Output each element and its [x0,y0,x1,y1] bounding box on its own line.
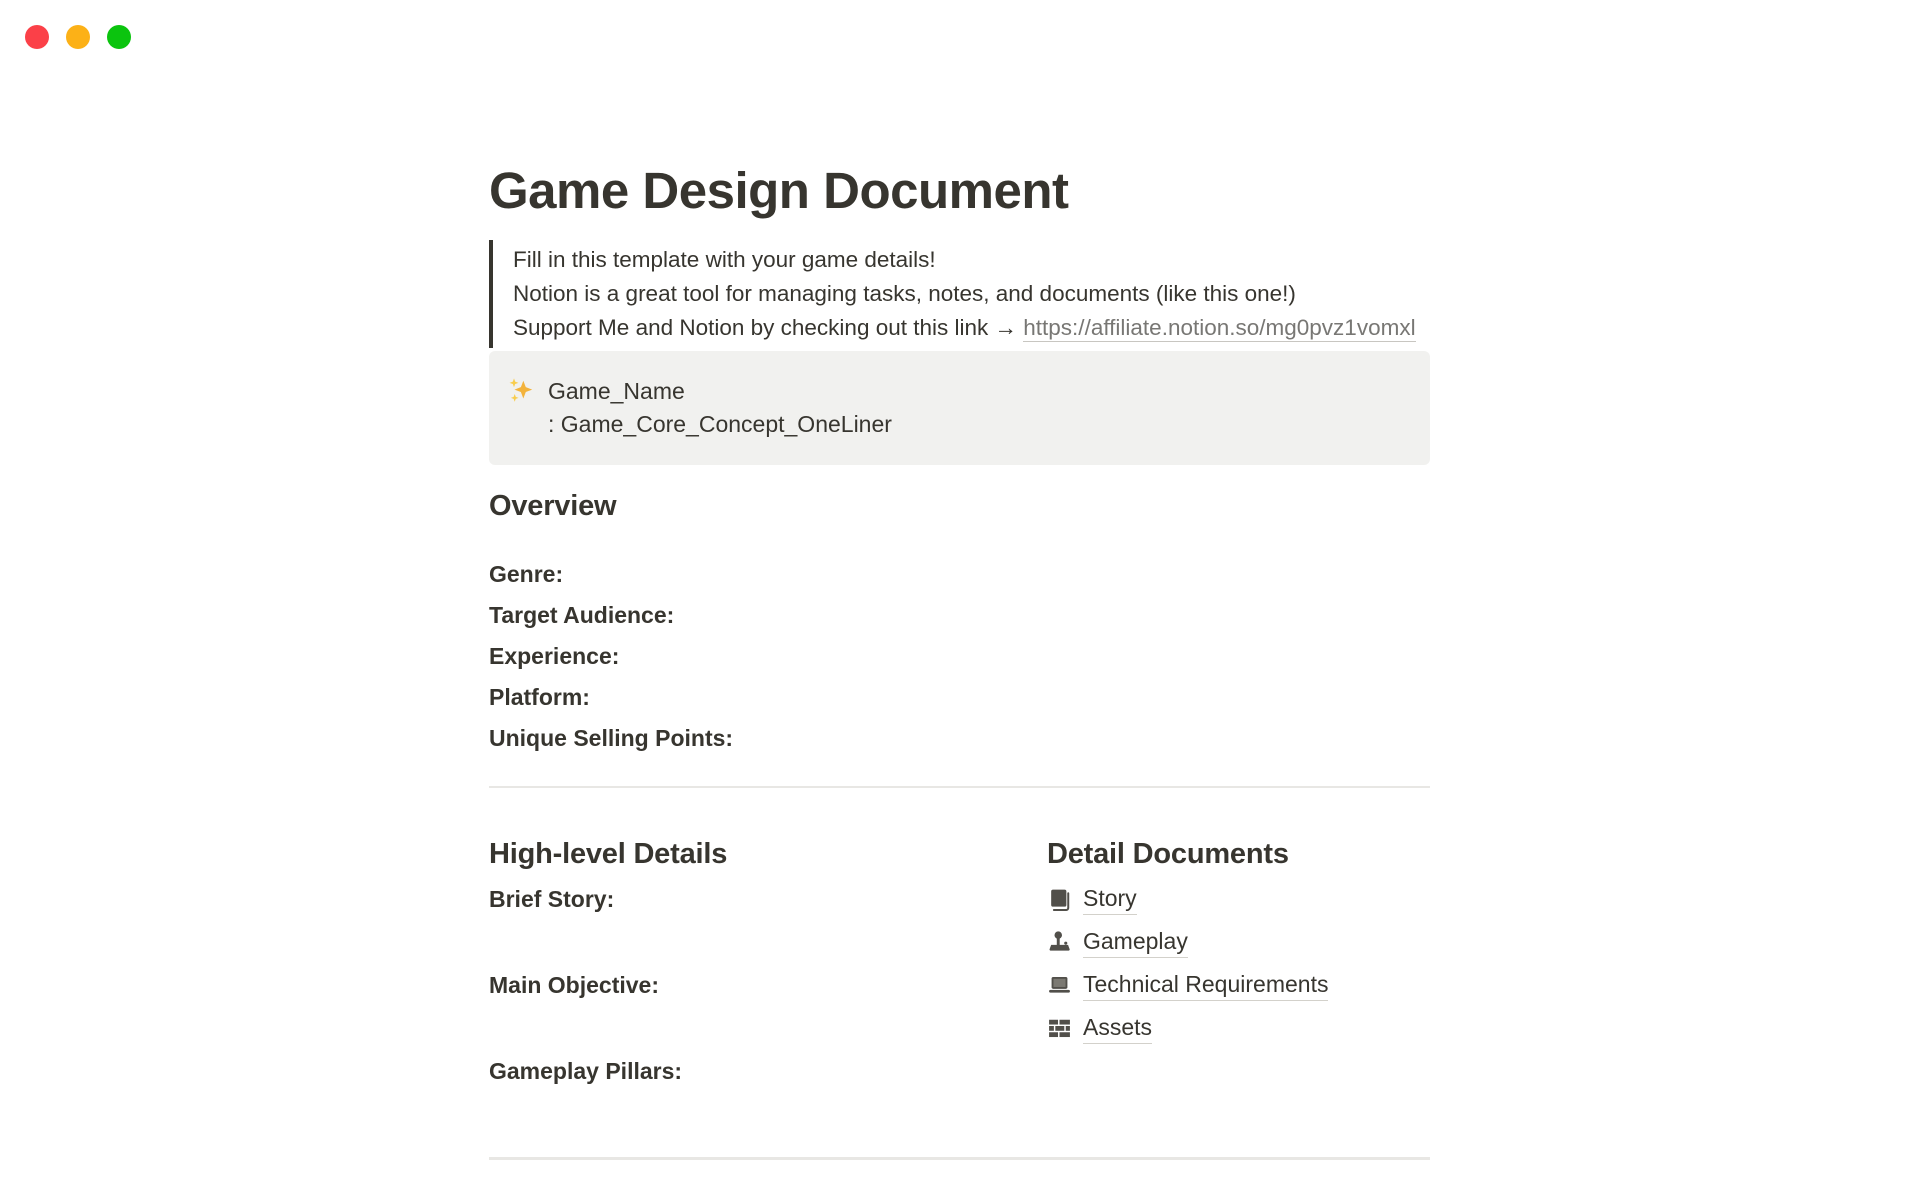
close-button[interactable] [25,25,49,49]
callout-title: Game_Name [548,378,685,404]
page-link-label: Technical Requirements [1083,970,1328,1001]
quote-block [489,240,1430,348]
zoom-button[interactable] [107,25,131,49]
divider [489,1157,1430,1160]
page-title: Game Design Document [489,162,1069,219]
callout-subtitle: : Game_Core_Concept_OneLiner [548,411,892,437]
high-level-details-column [489,835,1009,1089]
field-main-objective: Main Objective: [489,972,659,998]
page-link-label: Assets [1083,1013,1152,1044]
minimize-button[interactable] [66,25,90,49]
page-link-story[interactable] [1047,881,1430,917]
detail-documents-links [1047,881,1430,1046]
high-level-details-heading: High-level Details [489,838,728,870]
overview-fields [489,556,1430,761]
field-brief-story: Brief Story: [489,886,615,912]
book-icon [1047,887,1072,912]
field-target-audience: Target Audience: [489,602,675,628]
callout-text [548,375,892,441]
affiliate-link[interactable]: https://affiliate.notion.so/mg0pvz1vomxl [1023,315,1416,340]
field-platform: Platform: [489,684,590,710]
field-genre: Genre: [489,561,564,587]
quote-line-3 [513,311,1430,345]
laptop-icon [1047,973,1072,998]
quote-line-3-text: Support Me and Notion by checking out this link → [513,315,1024,340]
bricks-icon [1047,1016,1072,1041]
field-gameplay-pillars: Gameplay Pillars: [489,1058,683,1084]
page-link-assets[interactable] [1047,1010,1430,1046]
detail-documents-column [1047,835,1430,1053]
window-controls [25,25,131,49]
page-link-label: Gameplay [1083,927,1188,958]
page-link-technical-requirements[interactable] [1047,967,1430,1003]
page-link-gameplay[interactable] [1047,924,1430,960]
sparkles-icon [507,377,535,405]
callout-block [489,351,1430,465]
joystick-icon [1047,930,1072,955]
quote-line-1: Fill in this template with your game details! [513,247,936,272]
quote-line-2: Notion is a great tool for managing tasks, notes, and documents (like this one!) [513,281,1296,306]
field-unique-selling-points: Unique Selling Points: [489,725,734,751]
field-experience: Experience: [489,643,620,669]
page-link-label: Story [1083,884,1137,915]
overview-heading: Overview [489,490,617,522]
divider [489,786,1430,788]
detail-documents-heading: Detail Documents [1047,838,1289,870]
